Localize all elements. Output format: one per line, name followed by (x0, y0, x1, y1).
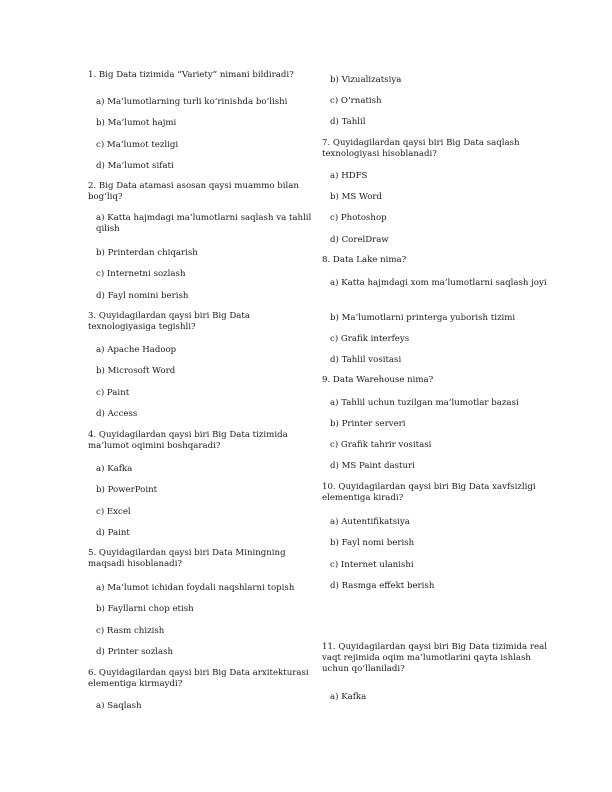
question-text: 8. Data Lake nima? (322, 255, 407, 265)
answer-option: a) Kafka (330, 692, 367, 702)
answer-option: a) Apache Hadoop (96, 345, 177, 355)
answer-option: c) Photoshop (330, 213, 387, 223)
answer-option: b) PowerPoint (96, 485, 158, 495)
answer-option: b) Microsoft Word (96, 366, 176, 376)
answer-option: a) Katta hajmdagi ma’lumotlarni saqlash va tahlil qilish (96, 213, 312, 234)
answer-option: a) HDFS (330, 171, 368, 181)
question-text: 9. Data Warehouse nima? (322, 375, 434, 385)
answer-option: c) Internet ulanishi (330, 560, 414, 570)
answer-option: b) Fayl nomi berish (330, 538, 415, 548)
answer-option: b) Vizualizatsiya (330, 75, 402, 85)
answer-option: b) Printer serveri (330, 419, 406, 429)
answer-option: a) Kafka (96, 464, 133, 474)
question-text: 3. Quyidagilardan qaysi biri Big Data texnologiyasiga tegishli? (88, 311, 250, 332)
answer-option: b) Printerdan chiqarish (96, 248, 198, 258)
answer-option: c) Excel (96, 507, 131, 517)
question-text: 7. Quyidagilardan qaysi biri Big Data saqlash texnologiyasi hisoblanadi? (322, 138, 520, 159)
answer-option: c) Grafik tahrir vositasi (330, 440, 432, 450)
answer-option: a) Ma’lumotlarning turli ko‘rinishda bo‘lishi (96, 97, 288, 107)
answer-option: a) Ma’lumot ichidan foydali naqshlarni topish (96, 583, 295, 593)
answer-option: d) Tahlil (330, 117, 366, 127)
answer-option: a) Tahlil uchun tuzilgan ma’lumotlar bazasi (330, 398, 519, 408)
answer-option: b) Fayllarni chop etish (96, 604, 194, 614)
answer-option: d) Tahlil vositasi (330, 355, 402, 365)
question-text: 4. Quyidagilardan qaysi biri Big Data tizimida ma’lumot oqimini boshqaradi? (88, 430, 288, 451)
answer-option: c) Ma’lumot tezligi (96, 140, 179, 150)
question-text: 10. Quyidagilardan qaysi biri Big Data xavfsizligi elementiga kiradi? (322, 482, 536, 503)
answer-option: d) MS Paint dasturi (330, 461, 415, 471)
answer-option: c) Rasm chizish (96, 626, 165, 636)
answer-option: d) Access (96, 409, 138, 419)
answer-option: a) Saqlash (96, 701, 142, 711)
answer-option: c) Internetni sozlash (96, 269, 186, 279)
answer-option: d) Rasmga effekt berish (330, 581, 435, 591)
question-text: 11. Quyidagilardan qaysi biri Big Data tizimida real vaqt rejimida oqim ma’lumotlarini qayta ishlash uchun qo‘llaniladi? (322, 642, 547, 674)
answer-option: c) Paint (96, 388, 130, 398)
answer-option: d) Paint (96, 528, 130, 538)
answer-option: b) MS Word (330, 192, 383, 202)
answer-option: d) CorelDraw (330, 235, 389, 245)
question-text: 5. Quyidagilardan qaysi biri Data Miningning maqsadi hisoblanadi? (88, 548, 286, 569)
question-text: 1. Big Data tizimida “Variety” nimani bildiradi? (88, 70, 294, 80)
answer-option: c) Grafik interfeys (330, 334, 410, 344)
answer-option: d) Fayl nomini berish (96, 291, 189, 301)
answer-option: d) Ma’lumot sifati (96, 161, 174, 171)
answer-option: b) Ma’lumotlarni printerga yuborish tizimi (330, 313, 516, 323)
answer-option: a) Autentifikatsiya (330, 517, 410, 527)
question-text: 2. Big Data atamasi asosan qaysi muammo bilan bog‘liq? (88, 181, 299, 202)
answer-option: c) O‘rnatish (330, 96, 382, 106)
answer-option: d) Printer sozlash (96, 647, 174, 657)
answer-option: b) Ma’lumot hajmi (96, 118, 177, 128)
question-text: 6. Quyidagilardan qaysi biri Big Data arxitekturasi elementiga kirmaydi? (88, 668, 309, 689)
answer-option: a) Katta hajmdagi xom ma’lumotlarni saqlash joyi (330, 278, 547, 288)
